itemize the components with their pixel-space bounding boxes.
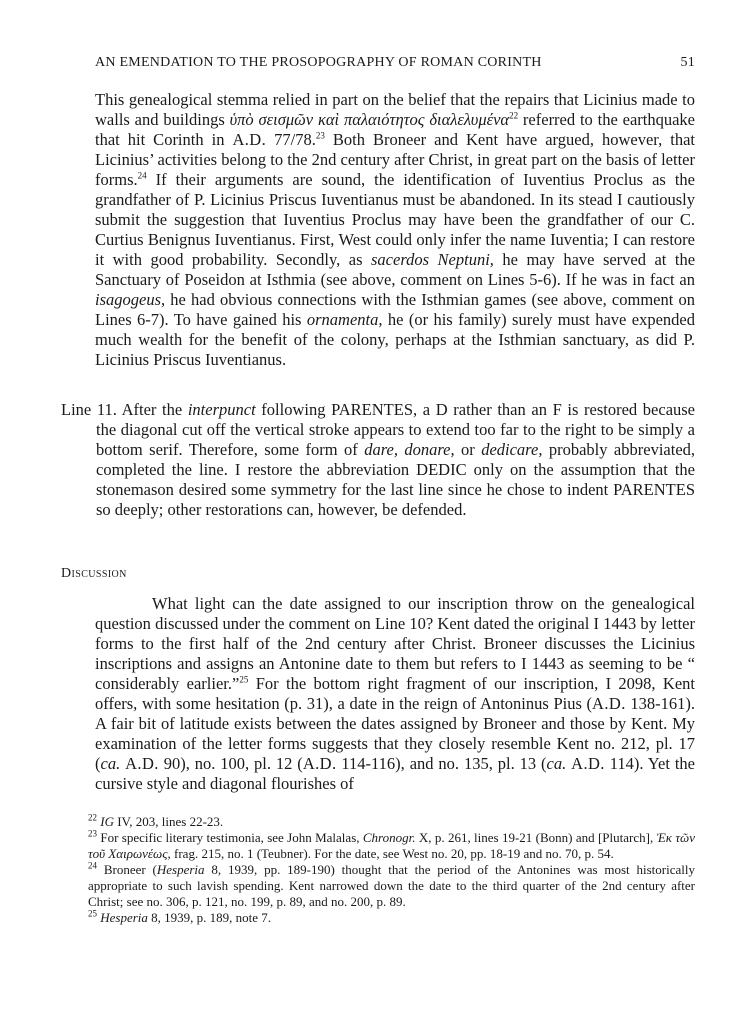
text-span: referred to the earthquake that hit Corinth in	[95, 110, 695, 149]
greek-phrase: ὑπὸ σεισμῶν καὶ παλαιότητος διαλελυμένα	[229, 110, 510, 129]
footnote-number: 24	[88, 860, 97, 871]
paragraph-genealogical-stemma	[95, 90, 695, 370]
text-span: IV, 203, lines 22-23.	[113, 814, 224, 829]
italic-term: ca.	[546, 754, 567, 773]
text-span: he had obvious connections with the Isthmian games (see above, comment on Lines 6-7). To have gained his	[95, 290, 695, 329]
text-span: This genealogical stemma relied in part on the belief that the repairs that Licinius made to walls and buildings	[95, 90, 695, 129]
text-span: If their arguments are sound, the identification of Iuventius Proclus as the grandfather of P. Licinius Priscus Iuventianus must be abandoned. In its stead I cautiously submit the suggestion that Iuventius Proclus may have been the grandfather of our C. Curtius Benignus Iuventianus. First, West could only infer the name Iuventia; I can restore it with good probability. Secondly, as	[95, 170, 695, 269]
italic-term: interpunct	[187, 400, 256, 419]
text-span: or	[454, 440, 482, 459]
page-number: 51	[680, 55, 695, 70]
running-header	[95, 55, 695, 71]
text-span: What light can the date assigned to our inscription throw on the genealogical question discussed under the comment on Line 10? Kent dated the original I 1443 by letter forms to the first half of the 2nd century after Christ. Broneer discusses the Licinius inscriptions and assigns an Antonine date to them but refers to I 1443 as seeming to be “ considerably earlier.”	[95, 594, 695, 693]
text-span: 8, 1939, pp. 189-190) thought that the period of the Antonines was most historically appropriate to such lavish spending. Kent narrowed down the date to the third quarter of the 2nd century after Christ; see no. 306, p. 121, no. 199, p. 89, and no. 200, p. 89.	[88, 862, 696, 909]
footnotes	[88, 814, 695, 926]
era-abbrev: A.D.	[571, 754, 605, 773]
italic-term: IG	[100, 814, 114, 829]
greek-phrase: Ἐκ τῶν τοῦ Χαιρωνέως,	[88, 830, 695, 861]
text-span: For specific literary testimonia, see John Malalas,	[97, 830, 363, 845]
italic-term: ornamenta,	[306, 310, 383, 329]
text-span: X, p. 261, lines 19-21 (Bonn) and [Plutarch],	[415, 830, 657, 845]
text-span: probably abbreviated, completed the line. I restore the abbreviation DEDIC only on the assumption that the stonemason desired some symmetry for the last line since he chose to indent PARENTES so deeply; other restorations can, however, be defended.	[96, 440, 696, 519]
paragraph-line-11-comment	[61, 400, 695, 520]
italic-term: sacerdos Neptuni,	[371, 250, 494, 269]
text-span: Both Broneer and Kent have argued, however, that Licinius’ activities belong to the 2nd century after Christ, in great part on the basis of letter forms.	[95, 130, 695, 189]
paragraph-discussion	[95, 594, 695, 794]
text-span: 90), no. 100, pl. 12 (	[158, 754, 303, 773]
italic-term: isagogeus,	[95, 290, 166, 309]
italic-term: Hesperia	[100, 910, 148, 925]
running-title: AN EMENDATION TO THE PROSOPOGRAPHY OF ROMAN CORINTH	[95, 55, 542, 70]
era-abbrev: A.D.	[125, 754, 159, 773]
italic-term: dedicare,	[481, 440, 543, 459]
italic-term: ca.	[100, 754, 121, 773]
text-span: 77/78.	[266, 130, 316, 149]
text-span: 138-161). A fair bit of latitude exists between the dates assigned by Broneer and those by Kent. My examination of the letter forms suggests that they closely resemble Kent no. 212, pl. 17 (	[95, 694, 695, 773]
text-span: After the	[116, 400, 188, 419]
text-span: following PARENTES, a D rather than an F is restored because the diagonal cut off the vertical stroke appears to extend too far to the right to be simply a bottom serif. Therefore, some form of	[96, 400, 696, 459]
era-abbrev: A.D.	[592, 694, 626, 713]
footnote-ref-24[interactable]: 24	[137, 170, 147, 181]
text-span: frag. 215, no. 1 (Teubner). For the date, see West no. 20, pp. 18-19 and no. 70, p. 54.	[170, 846, 614, 861]
era-abbrev: A.D.	[302, 754, 337, 773]
footnote-ref-25[interactable]: 25	[239, 674, 249, 685]
footnote-number: 22	[88, 812, 97, 823]
text-span: For the bottom right fragment of our inscription, I 2098, Kent offers, with some hesitation (p. 31), a date in the reign of Antoninus Pius (	[95, 674, 695, 713]
footnote-23	[88, 830, 695, 862]
footnote-25	[88, 910, 695, 926]
footnote-ref-23[interactable]: 23	[315, 130, 325, 141]
text-span: 114-116), and no. 135, pl. 13 (	[336, 754, 547, 773]
italic-term: Chronogr.	[362, 830, 416, 845]
footnote-number: 23	[88, 828, 97, 839]
footnote-24	[88, 862, 695, 910]
footnote-number: 25	[88, 908, 97, 919]
heading-text: Discussion	[61, 566, 127, 581]
section-heading-discussion	[61, 566, 127, 582]
text-span: Broneer (	[97, 862, 157, 877]
text-span: 114). Yet the cursive style and diagonal flourishes of	[95, 754, 696, 793]
text-span: he (or his family) surely must have expended much wealth for the benefit of the colony, perhaps at the Isthmian sanctuary, as did P. Licinius Priscus Iuventianus.	[95, 310, 695, 369]
text-span: 8, 1939, p. 189, note 7.	[147, 910, 272, 925]
footnote-ref-22[interactable]: 22	[509, 110, 519, 121]
text-span: he may have served at the Sanctuary of Poseidon at Isthmia (see above, comment on Lines 5-6). If he was in fact an	[95, 250, 696, 289]
line-label: Line 11.	[61, 400, 117, 419]
italic-term: dare, donare,	[364, 440, 455, 459]
era-abbrev: A.D.	[232, 130, 267, 149]
footnote-22	[88, 814, 695, 830]
italic-term: Hesperia	[156, 862, 205, 877]
